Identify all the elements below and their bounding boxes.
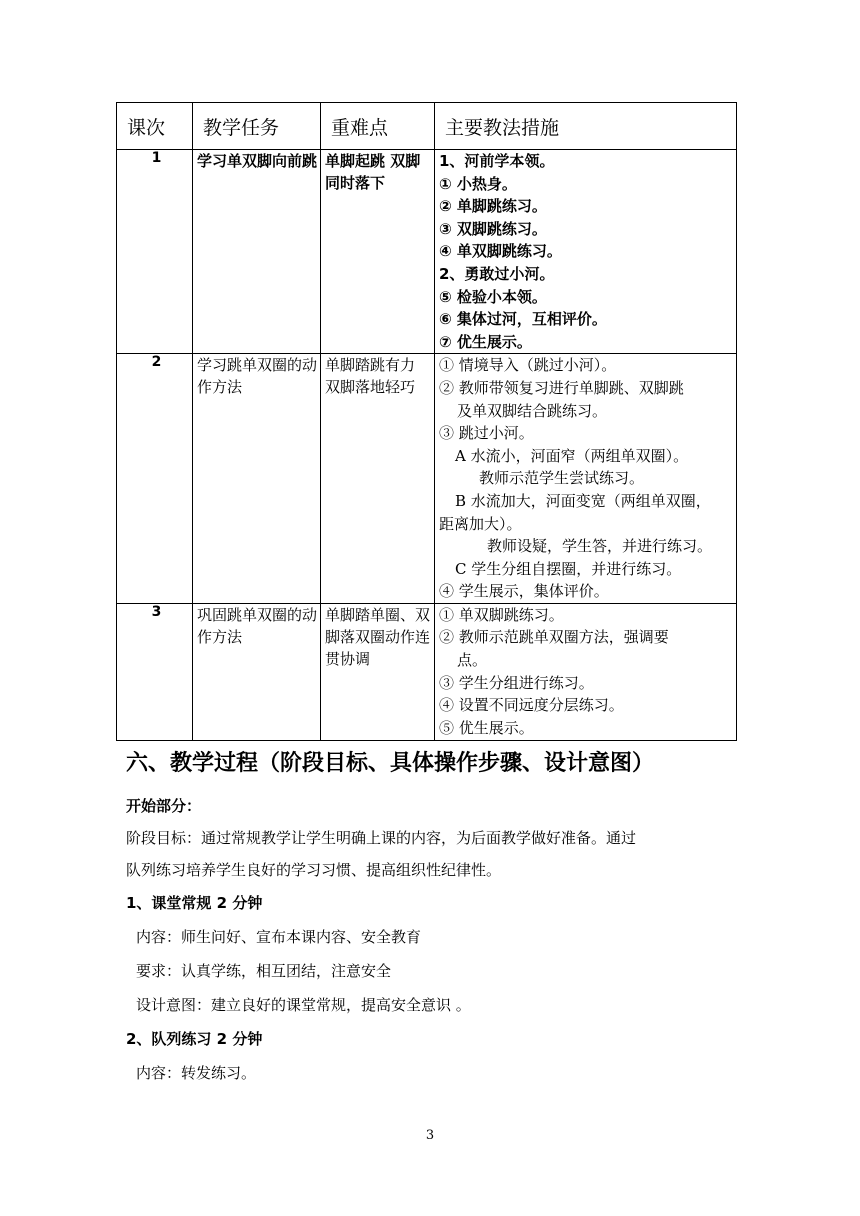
method-step: ③ 双脚跳练习。: [439, 219, 547, 238]
page-number: 3: [425, 1128, 435, 1143]
method-step: ② 教师带领复习进行单脚跳、双脚跳: [439, 378, 684, 397]
method-step: ④ 单双脚跳练习。: [439, 242, 562, 261]
method-step: ② 教师示范跳单双圈方法，强调要: [439, 628, 669, 647]
method-step: ① 单双脚跳练习。: [439, 605, 564, 624]
method-step: ⑤ 优生展示。: [439, 718, 534, 737]
task-cell: [193, 603, 321, 740]
method-step: ② 单脚跳练习。: [439, 197, 547, 216]
lesson-number: 3: [117, 603, 193, 740]
task-text: 巩固跳单双圈的动作方法: [197, 605, 318, 646]
item2-content: 内容：转发练习。: [136, 1064, 257, 1082]
methods-cell: [435, 603, 737, 740]
header-key-points: 重难点: [321, 103, 435, 150]
method-step: 教师示范学生尝试练习。: [479, 469, 645, 488]
item2-title: 2、队列练习 2 分钟: [126, 1030, 263, 1048]
key-text: 单脚起跳 双脚同时落下: [325, 152, 421, 192]
key-text: 单脚踏单圈、双脚落双圈动作连贯协调: [325, 605, 431, 668]
method-step: 教师设疑，学生答，并进行练习。: [487, 537, 713, 556]
item1-intent: 设计意图：建立良好的课堂常规，提高安全意识 。: [136, 996, 471, 1014]
section-body: [126, 790, 746, 1090]
method-step: ④ 学生展示，集体评价。: [439, 582, 609, 601]
header-lesson: 课次: [117, 103, 193, 150]
method-step: ④ 设置不同远度分层练习。: [439, 696, 624, 715]
task-cell: [193, 354, 321, 604]
method-step: ③ 跳过小河。: [439, 424, 534, 443]
method-step: 1、河前学本领。: [439, 152, 555, 170]
method-step: 距离加大）。: [439, 514, 522, 533]
method-step: A 水流小，河面窄（两组单双圈）。: [455, 446, 689, 465]
start-label: 开始部分：: [126, 797, 202, 815]
task-cell: [193, 150, 321, 354]
table-header-row: [117, 103, 737, 150]
method-step: ⑦ 优生展示。: [439, 332, 532, 351]
method-step: 2、勇敢过小河。: [439, 264, 555, 283]
key-cell: [321, 354, 435, 604]
lesson-number: 2: [117, 354, 193, 604]
method-step: ③ 学生分组进行练习。: [439, 673, 594, 692]
goal-line: 队列练习培养学生良好的学习习惯、提高组织性纪律性。: [126, 861, 502, 879]
teaching-plan-table: [116, 102, 737, 741]
item1-title: 1、课堂常规 2 分钟: [126, 894, 263, 912]
key-cell: [321, 603, 435, 740]
method-step: C 学生分组自摆圈，并进行练习。: [455, 559, 682, 578]
methods-cell: [435, 354, 737, 604]
methods-cell: [435, 150, 737, 354]
lesson-number: 1: [117, 150, 193, 354]
method-step: ⑥ 集体过河，互相评价。: [439, 310, 607, 329]
item1-requirement: 要求：认真学练，相互团结，注意安全: [136, 962, 392, 980]
key-cell: [321, 150, 435, 354]
table-row: [117, 354, 737, 604]
method-step: 及单双脚结合跳练习。: [457, 401, 608, 420]
task-text: 学习跳单双圈的动作方法: [197, 356, 318, 397]
method-step: 点。: [457, 651, 488, 670]
method-step: ① 情境导入（跳过小河）。: [439, 356, 617, 375]
header-methods: 主要教法措施: [435, 103, 737, 150]
method-step: B 水流加大，河面变宽（两组单双圈，: [455, 491, 711, 510]
table-row: [117, 150, 737, 354]
method-step: ① 小热身。: [439, 174, 517, 193]
method-step: ⑤ 检验小本领。: [439, 287, 547, 306]
table-row: [117, 603, 737, 740]
section-heading: 六、教学过程（阶段目标、具体操作步骤、设计意图）: [126, 751, 655, 776]
header-task: 教学任务: [193, 103, 321, 150]
key-text: 单脚踏跳有力 双脚落地轻巧: [325, 356, 416, 397]
item1-content: 内容：师生问好、宣布本课内容、安全教育: [136, 928, 422, 946]
task-text: 学习单双脚向前跳: [197, 152, 318, 170]
goal-line: 阶段目标：通过常规教学让学生明确上课的内容，为后面教学做好准备。通过: [126, 829, 637, 847]
